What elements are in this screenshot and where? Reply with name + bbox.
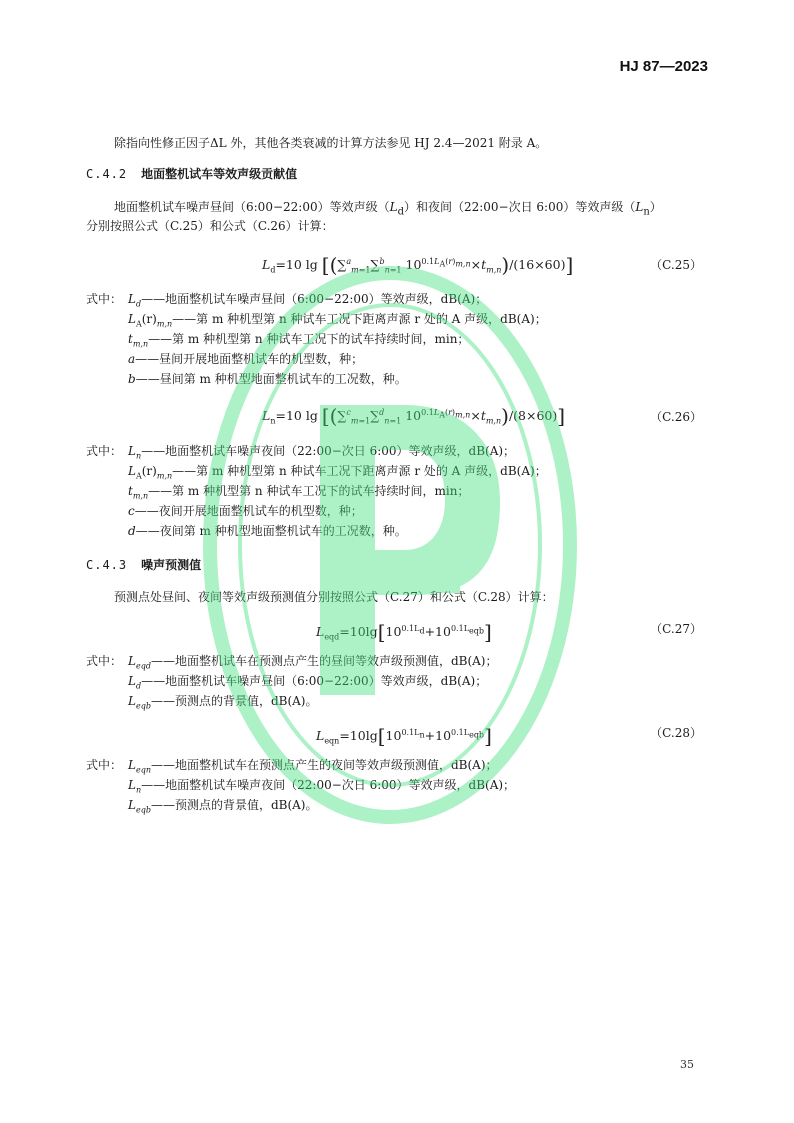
subscript: d	[397, 206, 404, 218]
c43-paragraph: 预测点处昼间、夜间等效声级预测值分别按照公式（C.27）和公式（C.28）计算：	[114, 590, 554, 604]
equation-label-c26: （C.26）	[650, 410, 702, 424]
standard-code-header: HJ 87—2023	[619, 58, 708, 75]
symbol: L	[389, 200, 398, 214]
eq-term: +10	[424, 728, 452, 743]
variable-def: $L_{eqn}——$地面整机试车在预测点产生的夜间等效声级预测值，dB(A)；	[128, 758, 498, 775]
eq-body: =10lg	[339, 624, 378, 639]
eq-body: =10lg	[339, 728, 378, 743]
variable-def: b——昼间第 m 种机型地面整机试车的工况数，种。	[128, 372, 407, 386]
text-run: ）和夜间（22:00−次日 6:00）等效声级（	[403, 200, 636, 214]
section-heading-c42	[86, 165, 297, 182]
eq-lhs-sub: eqd	[324, 632, 340, 642]
variable-def: a——昼间开展地面整机试车的机型数，种；	[128, 352, 364, 366]
eq-base: 10	[405, 257, 422, 272]
variable-def: $L_{eqd}——$地面整机试车在预测点产生的昼间等效声级预测值，dB(A)；	[128, 654, 498, 671]
eq-denom: /(16×60)	[509, 257, 566, 272]
bracket-open: [(	[321, 404, 338, 428]
variable-def: $L_n——$地面整机试车噪声夜间（22:00−次日 6:00）等效声级，dB(A)；	[128, 444, 516, 461]
variable-def: $t_{m,n}——$第 m 种机型第 n 种试车工况下的试车持续时间，min；	[128, 484, 470, 501]
section-title: 噪声预测值	[141, 558, 202, 572]
sum-upper: c	[346, 407, 351, 417]
text-run: 地面整机试车噪声昼间（6:00−22:00）等效声级（	[114, 200, 390, 214]
section-number: C.4.2	[86, 167, 128, 181]
eq-lhs-sub: d	[270, 265, 276, 275]
section-title: 地面整机试车等效声级贡献值	[141, 167, 298, 181]
where-label: 式中：	[86, 444, 123, 458]
variable-def: $L_A(r)_{m,n}——$第 m 种机型第 n 种试车工况下距离声源 r 处的 A 声级，dB(A)；	[128, 312, 547, 329]
page-number: 35	[680, 1058, 694, 1071]
eq-lhs: L	[262, 257, 271, 272]
variable-def: $L_n——$地面整机试车噪声夜间（22:00−次日 6:00）等效声级，dB(A)；	[128, 778, 516, 795]
eq-body: =10 lg	[275, 257, 318, 272]
eq-term: 10	[385, 624, 402, 639]
eq-lhs-sub: n	[270, 416, 276, 426]
sum-upper: b	[379, 256, 385, 266]
equation-label-c28: （C.28）	[650, 726, 702, 740]
eq-term: +10	[424, 624, 451, 639]
eq-term: 10	[385, 728, 402, 743]
sum-upper: d	[379, 407, 385, 417]
eq-lhs: L	[316, 728, 325, 743]
eq-body: =10 lg	[275, 408, 318, 423]
eq-lhs: L	[316, 624, 325, 639]
c42-paragraph-line2: 分别按照公式（C.25）和公式（C.26）计算：	[86, 219, 334, 233]
variable-def: c——夜间开展地面整机试车的机型数，种；	[128, 504, 363, 518]
equation-c26: $L_n=10$ lg [(∑$^c_{m=1}$∑$^d_{n=1}$ $10^{0.1L_A(r)_{m,n}}\times t_{m,n})/(8\times 60)$]	[262, 404, 566, 428]
section-heading-c43	[86, 556, 201, 573]
text-run: ）	[649, 200, 662, 214]
equation-label-c27: （C.27）	[650, 622, 702, 636]
eq-base: 10	[405, 408, 422, 423]
variable-def: $L_d——$地面整机试车噪声昼间（6:00−22:00）等效声级，dB(A)；	[128, 674, 488, 691]
variable-def: $L_A(r)_{m,n}——$第 m 种机型第 n 种试车工况下距离声源 r 处的 A 声级，dB(A)；	[128, 464, 547, 481]
variable-def: $L_{eqb}——$预测点的背景值，dB(A)。	[128, 694, 318, 711]
where-label: 式中：	[86, 758, 123, 772]
eq-lhs: L	[262, 408, 271, 423]
bracket-open: [(	[321, 253, 338, 277]
where-label: 式中：	[86, 292, 123, 306]
intro-paragraph: 除指向性修正因子ΔL 外，其他各类衰减的计算方法参见 HJ 2.4—2021 附录 A。	[114, 136, 548, 150]
where-label: 式中：	[86, 654, 123, 668]
equation-c28: $L_{eqn}=10\lg[10^{0.1L_n}+10^{0.1L_{eqb}}]$	[316, 724, 492, 748]
equation-c25: $L_d=10$ lg [(∑$^a_{m=1}$∑$^b_{n=1}$ $10^{0.1L_A(r)_{m,n}}\times t_{m,n})/(16\times 60)$]	[262, 253, 574, 277]
eq-lhs-sub: eqn	[324, 736, 340, 746]
variable-def: $t_{m,n}——$第 m 种机型第 n 种试车工况下的试车持续时间，min；	[128, 332, 470, 349]
variable-def: d——夜间第 m 种机型地面整机试车的工况数，种。	[128, 524, 407, 538]
variable-def: $L_d——$地面整机试车噪声昼间（6:00−22:00）等效声级，dB(A)；	[128, 292, 488, 309]
sum-upper: a	[346, 256, 352, 266]
subscript: n	[643, 206, 650, 218]
section-number: C.4.3	[86, 558, 128, 572]
eq-denom: /(8×60)	[508, 408, 558, 423]
equation-c27: $L_{eqd}=10\lg[10^{0.1L_d}+10^{0.1L_{eqb}}]$	[316, 620, 492, 644]
equation-label-c25: （C.25）	[650, 258, 702, 272]
symbol: L	[635, 200, 644, 214]
variable-def: $L_{eqb}——$预测点的背景值，dB(A)。	[128, 798, 318, 815]
